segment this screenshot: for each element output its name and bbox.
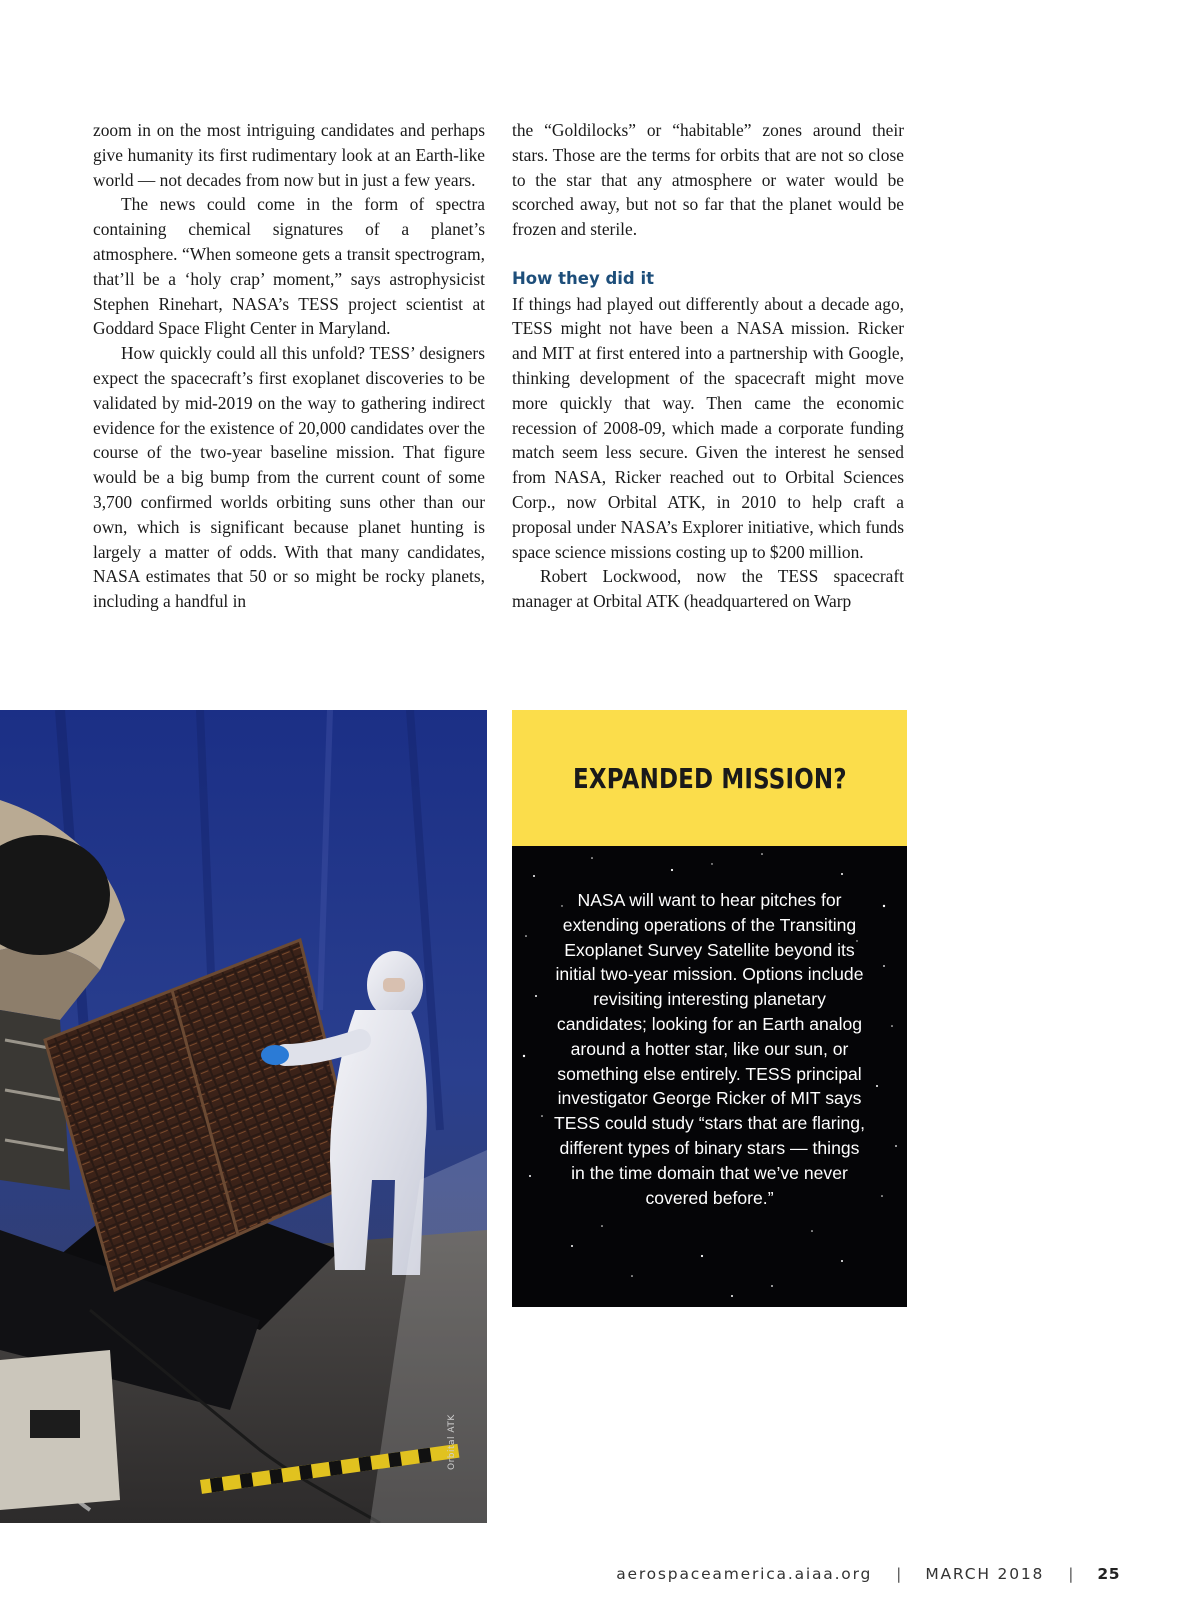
footer-separator: | <box>896 1565 902 1583</box>
photo-illustration <box>0 710 487 1523</box>
page-number: 25 <box>1097 1565 1120 1583</box>
page-footer <box>616 1565 1120 1583</box>
footer-site: aerospaceamerica.aiaa.org <box>616 1565 873 1583</box>
paragraph: How quickly could all this unfold? TESS’ designers expect the spacecraft’s first exoplanet discoveries to be validated by mid-2019 on the way to gathering indirect evidence for the existence of 20,000 candidates over the course of the two-year baseline mission. That figure would be a big bump from the current count of some 3,700 confirmed worlds orbiting suns other than our own, which is significant because planet hunting is largely a matter of odds. With that many candidates, NASA estimates that 50 or so might be rocky planets, including a handful in <box>93 343 485 612</box>
section-subhead: How they did it <box>512 268 655 288</box>
article-column-left <box>93 118 485 614</box>
paragraph: the “Goldilocks” or “habitable” zones around their stars. Those are the terms for orbits that are not so close to the star that any atmosphere or water would be scorched away, but not so far that the planet would be frozen and sterile. <box>512 120 904 240</box>
footer-separator: | <box>1068 1565 1074 1583</box>
paragraph: If things had played out differently about a decade ago, TESS might not have been a NASA mission. Ricker and MIT at first entered into a partnership with Google, thinking development of the spacecraft might move more quickly that way. Then came the economic recession of 2008-09, which made a corporate funding match seem less secure. Given the interest he sensed from NASA, Ricker reached out to Orbital Sciences Corp., now Orbital ATK, in 2010 to help craft a proposal under NASA’s Explorer initiative, which funds space science missions costing up to $200 million. <box>512 293 904 562</box>
article-column-right <box>512 118 904 614</box>
sidebar-title: EXPANDED MISSION? <box>572 761 847 795</box>
photo-credit: Orbital ATK <box>447 1414 457 1470</box>
paragraph: The news could come in the form of spectra containing chemical signatures of a planet’s atmosphere. “When someone gets a transit spectrogram, that’ll be a ‘holy crap’ moment,” says astrophysicist Stephen Rinehart, NASA’s TESS project scientist at Goddard Space Flight Center in Maryland. <box>93 194 485 339</box>
sidebar-header <box>512 710 907 846</box>
paragraph: zoom in on the most intriguing candidates and perhaps give humanity its first rudimentary look at an Earth-like world — not decades from now but in just a few years. <box>93 120 485 190</box>
sidebar-body <box>512 846 907 1307</box>
footer-issue: MARCH 2018 <box>925 1565 1045 1583</box>
paragraph: Robert Lockwood, now the TESS spacecraft manager at Orbital ATK (headquartered on Warp <box>512 566 904 612</box>
sidebar-text: NASA will want to hear pitches for extending operations of the Transiting Exoplanet Survey Satellite beyond its initial two-year mission. Options include revisiting interesting planetary candidates; looking for an Earth analog around a hotter star, like our sun, or something else entirely. TESS principal investigator George Ricker of MIT says TESS could study “stars that are flaring, different types of binary stars — things in the time domain that we’ve never covered before.” <box>554 890 865 1208</box>
spacecraft-cleanroom-photo <box>0 710 487 1523</box>
